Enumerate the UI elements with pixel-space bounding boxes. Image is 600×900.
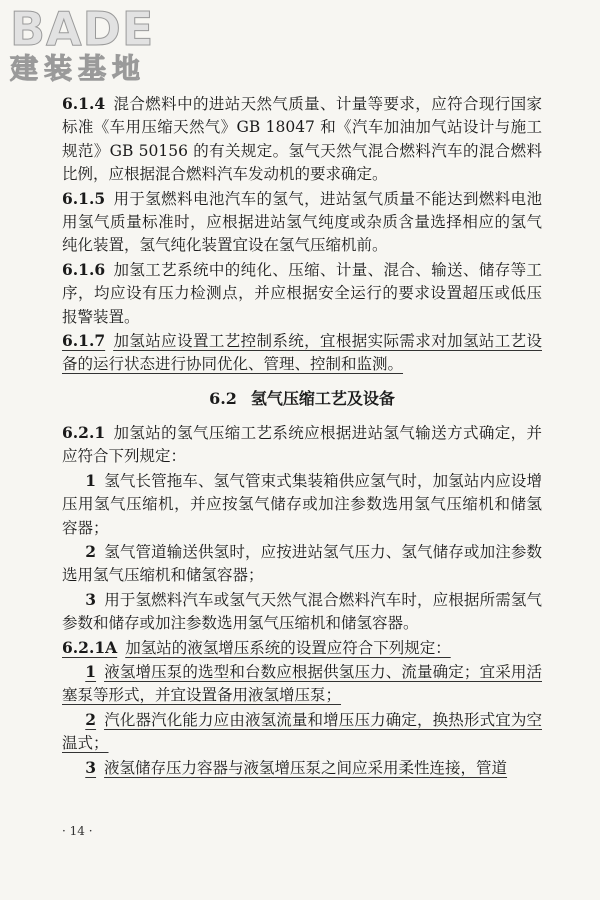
item-number: 1 [85,470,97,490]
page-number: · 14 · [62,824,93,838]
clause-number: 6.1.5 [62,188,106,208]
clause-6-2-1 [62,421,542,469]
clause-number: 6.2.1A [62,637,118,657]
section-heading-6-2 [62,387,542,411]
clause-text: 加氢工艺系统中的纯化、压缩、计量、混合、输送、储存等工序，均应设有压力检测点，并应根据安全运行的要求设置超压或低压报警装置。 [62,260,542,326]
item-text: 液氢增压泵的选型和台数应根据供氢压力、流量确定；宜采用活塞泵等形式，并宜设置备用液氢增压泵； [62,662,542,705]
list-item [62,540,542,588]
item-text: 用于氢燃料汽车或氢气天然气混合燃料汽车时，应根据所需氢气参数和储存或加注参数选用氢气压缩机和储氢容器。 [62,590,542,633]
list-item [62,660,542,708]
list-item [62,708,542,756]
clause-text: 加氢站应设置工艺控制系统，宜根据实际需求对加氢站工艺设备的运行状态进行协同优化、管理、控制和监测。 [62,332,542,374]
clause-number: 6.1.7 [62,331,106,351]
item-text: 汽化器汽化能力应由液氢流量和增压压力确定，换热形式宜为空温式； [62,710,542,753]
list-item [62,756,542,780]
item-number: 2 [85,709,97,729]
clause-number: 6.2.1 [62,422,106,442]
item-number: 3 [85,757,97,777]
watermark-logo [10,2,200,86]
item-text: 氢气管道输送供氢时，应按进站氢气压力、氢气储存或加注参数选用氢气压缩机和储氢容器； [62,542,542,585]
list-item [62,588,542,636]
clause-text: 用于氢燃料电池汽车的氢气，进站氢气质量不能达到燃料电池用氢气质量标准时，应根据进站氢气纯度或杂质含量选择相应的氢气纯化装置，氢气纯化装置宜设在氢气压缩机前。 [62,189,542,255]
document-page [62,92,542,780]
item-number: 2 [85,541,97,561]
clause-number: 6.1.6 [62,259,106,279]
clause-6-1-7 [62,329,542,377]
logo-brand: BADE [10,2,155,56]
item-text: 液氢储存压力容器与液氢增压泵之间应采用柔性连接，管道 [104,758,508,777]
clause-6-1-4 [62,92,542,187]
clause-6-1-6 [62,258,542,329]
item-number: 3 [85,589,97,609]
clause-number: 6.1.4 [62,94,106,113]
clause-6-2-1a [62,636,542,660]
clause-text: 混合燃料中的进站天然气质量、计量等要求，应符合现行国家标准《车用压缩天然气》GB 18047 和《汽车加油加气站设计与施工规范》GB 50156 的有关规定。氢气天然气混合燃料汽车的混合燃料比例，应根据混合燃料汽车发动机的要求确定。 [62,95,542,184]
logo-subtitle: 建装基地 [10,52,147,85]
clause-6-1-5 [62,187,542,258]
item-text: 氢气长管拖车、氢气管束式集装箱供应氢气时，加氢站内应设增压用氢气压缩机，并应按氢气储存或加注参数选用氢气压缩机和储氢容器； [62,471,542,537]
clause-text: 加氢站的液氢增压系统的设置应符合下列规定： [125,638,451,657]
clause-text: 加氢站的氢气压缩工艺系统应根据进站氢气输送方式确定，并应符合下列规定： [62,423,542,466]
section-number: 6.2 [209,388,237,408]
list-item [62,469,542,540]
item-number: 1 [85,661,97,681]
section-title: 氢气压缩工艺及设备 [250,388,395,408]
